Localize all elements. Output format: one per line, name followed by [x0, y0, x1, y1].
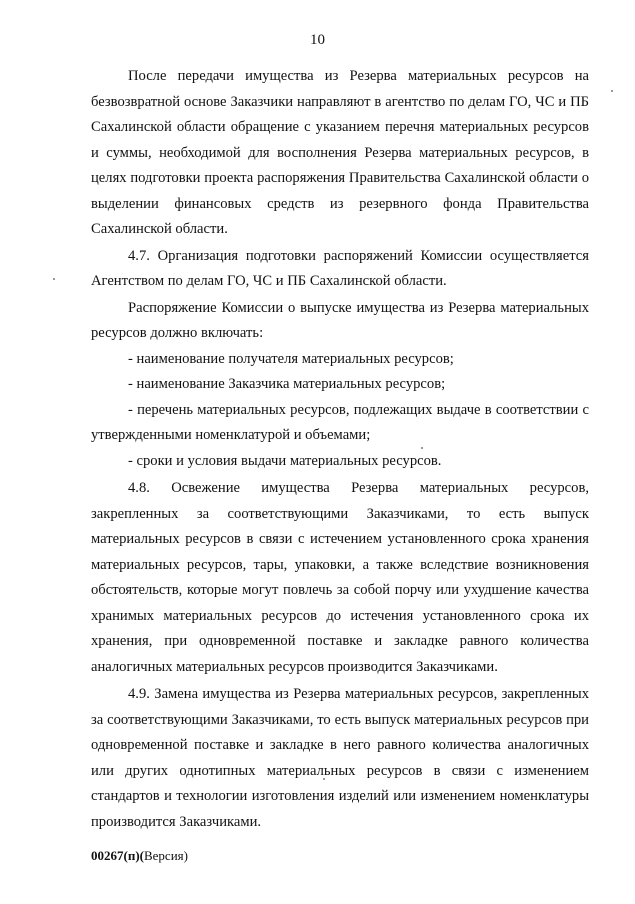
document-footer: [91, 848, 188, 864]
list-item-customer: - наименование Заказчика материальных ресурсов;: [128, 376, 446, 392]
scan-speck: [421, 447, 423, 449]
paragraph-transfer-notice: После передачи имущества из Резерва материальных ресурсов на безвозвратной основе Заказчики направляют в агентство по делам ГО, ЧС и ПБ Сахалинской области обращение с указанием перечня материальных ресурсов и суммы, необходимой для восполнения Резерва материальных ресурсов, в целях подготовки проекта распоряжения Правительства Сахалинской области о выделении финансовых средств из резервного фонда Правительства Сахалинской области.: [91, 68, 589, 237]
version-label: Версия): [143, 848, 188, 863]
scan-speck: [53, 278, 55, 280]
scan-speck: [611, 90, 613, 92]
paragraph-order-contents: Распоряжение Комиссии о выпуске имущества из Резерва материальных ресурсов должно включать:: [91, 299, 589, 341]
doc-code: 00267(п)(: [91, 848, 144, 863]
list-item-resource-list: - перечень материальных ресурсов, подлежащих выдаче в соответствии с утвержденными номенклатурой и объемами;: [91, 401, 589, 443]
document-body: [91, 64, 589, 835]
paragraph-4-9: 4.9. Замена имущества из Резерва материальных ресурсов, закрепленных за соответствующими Заказчиками, то есть выпуск материальных ресурсов при одновременной поставке и закладке в него равного количества аналогичных или других однотипных материальных ресурсов в связи с изменением стандартов и технологии изготовления изделий или изменением номенклатуры производится Заказчиками.: [91, 686, 589, 830]
scan-speck: [323, 778, 325, 780]
paragraph-4-8: 4.8. Освежение имущества Резерва материальных ресурсов, закрепленных за соответствующими Заказчиками, то есть выпуск материальных ресурсов в связи с истечением установленного срока хранения материальных ресурсов, тары, упаковки, а также вследствие возникновения обстоятельств, которые могут повлечь за собой порчу или ухудшение качества хранимых материальных ресурсов до истечения установленного срока их хранения, при одновременной поставке и закладке равного количества аналогичных материальных ресурсов производится Заказчиками.: [91, 480, 589, 675]
page-number: 10: [310, 32, 325, 48]
paragraph-4-7: 4.7. Организация подготовки распоряжений Комиссии осуществляется Агентством по делам ГО, ЧС и ПБ Сахалинской области.: [91, 247, 589, 289]
list-item-terms: - сроки и условия выдачи материальных ресурсов.: [128, 452, 442, 469]
list-item-recipient: - наименование получателя материальных ресурсов;: [128, 350, 454, 367]
